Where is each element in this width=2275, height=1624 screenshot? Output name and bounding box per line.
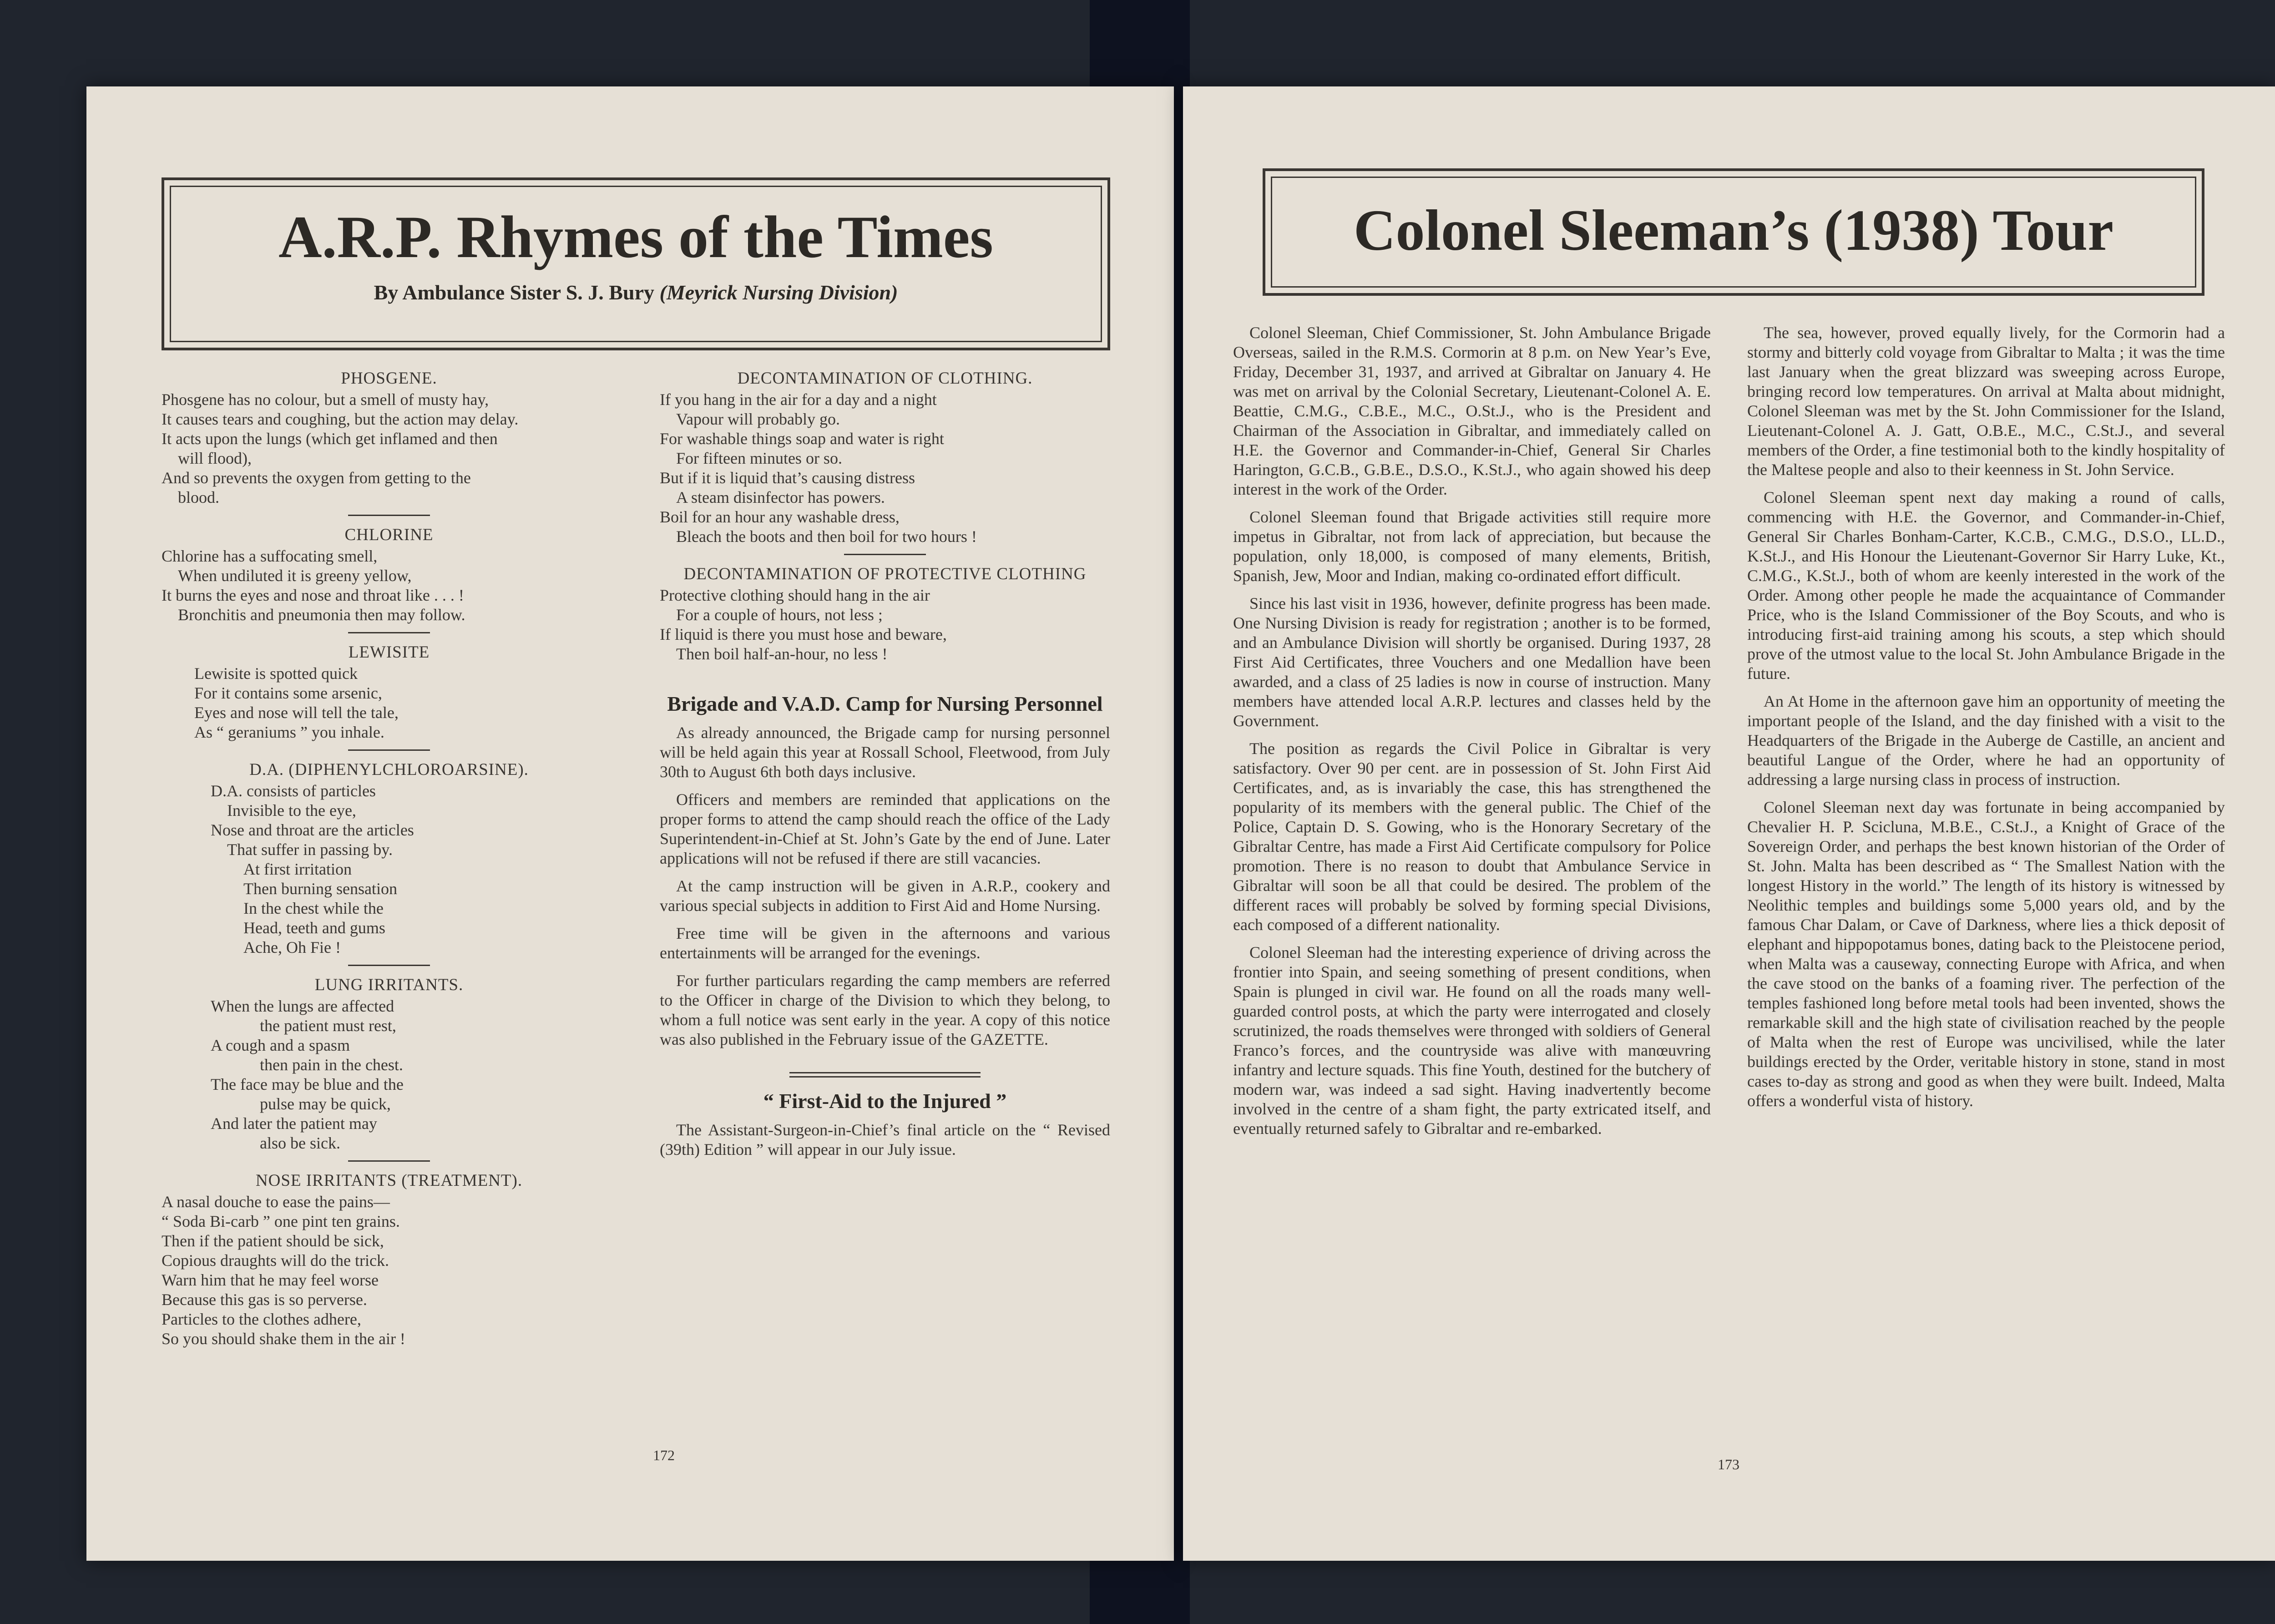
poem: [162, 525, 617, 625]
article-paragraph: Colonel Sleeman next day was fortunate in being accompanied by Chevalier H. P. Scicluna, M.B.E., C.St.J., a Knight of Grace of the Sovereign Order, and perhaps the best known historian of the Order of St. John. Malta has been described as “ The Smallest Nation with the longest History in the world.” The length of its history is witnessed by Neolithic temples and buildings some 5,000 years old, and by the famous Char Dalam, or Cave of Darkness, where lies a thick deposit of elephant and hippopotamus bones, dating back to the Pleistocene period, when Malta was a causeway, connecting Europe with Africa, and when the cave stood on the banks of a foaming river. The perfection of the temples fashioned long before metal tools had been invented, shows the remarkable skill and the high state of civilisation reached by the people of Malta when the rest of Europe was uncivilised, while the later buildings erected by the Order, veritable history in stone, stand in most cases to-day as strong and good as when they were built. Indeed, Malta offers a wonderful vista of history.: [1747, 798, 2225, 1110]
left-page-title: A.R.P. Rhymes of the Times: [278, 203, 993, 270]
poem-line: also be sick.: [260, 1134, 340, 1152]
byline-division: (Meyrick Nursing Division): [659, 281, 898, 304]
article-paragraph: Colonel Sleeman found that Brigade activities still require more impetus in Gibraltar, not from lack of appreciation, but because the population, only 18,000, is composed of many elements, British, Spanish, Jew, Moor and Indian, making co-ordinated effort difficult.: [1233, 508, 1711, 585]
poem-title: D.A. (DIPHENYLCHLOROARSINE).: [249, 760, 529, 779]
poem-title: NOSE IRRITANTS (TREATMENT).: [255, 1171, 523, 1190]
poem: [162, 643, 617, 742]
poem-line: At first irritation: [243, 860, 352, 878]
first-aid-heading: “ First-Aid to the Injured ”: [763, 1089, 1007, 1113]
left-column-1: [162, 369, 617, 1356]
poem-line: It burns the eyes and nose and throat like . . . !: [162, 586, 464, 604]
poem-line: then pain in the chest.: [260, 1056, 403, 1074]
poem-line: Vapour will probably go.: [676, 410, 840, 428]
left-title-box: [162, 177, 1110, 350]
poem-line: So you should shake them in the air !: [162, 1330, 405, 1348]
camp-paragraph: For further particulars regarding the camp members are referred to the Officer in charge of the Division to which they belong, to whom a full notice was sent early in the year. A copy of this notice was also published in the February issue of the GAZETTE.: [660, 971, 1110, 1048]
section-divider: [348, 632, 430, 633]
poem-line: In the chest while the: [243, 899, 384, 917]
left-page-byline: [164, 280, 1107, 304]
poem-line: A steam disinfector has powers.: [676, 488, 885, 506]
section-divider: [844, 554, 926, 555]
poem-line: Particles to the clothes adhere,: [162, 1310, 361, 1328]
camp-paragraph: Officers and members are reminded that applications on the proper forms to attend the camp should reach the office of the Lady Superintendent-in-Chief at St. John’s Gate by the end of June. Later applications will not be refused if there are still vacancies.: [660, 790, 1110, 867]
poem-line: Protective clothing should hang in the air: [660, 586, 930, 604]
left-column-2: [660, 369, 1110, 1168]
section-divider: [348, 515, 430, 516]
poem: [660, 369, 1110, 546]
poem-line: Chlorine has a suffocating smell,: [162, 547, 378, 565]
poem-line: “ Soda Bi-carb ” one pint ten grains.: [162, 1212, 400, 1230]
poem-line: the patient must rest,: [260, 1017, 396, 1035]
poem-title: LUNG IRRITANTS.: [314, 976, 464, 994]
poem-line: A nasal douche to ease the pains—: [162, 1193, 390, 1211]
right-column-1: [1233, 323, 1711, 1147]
poem-line: Then boil half-an-hour, no less !: [676, 645, 888, 663]
poem-line: As “ geraniums ” you inhale.: [194, 723, 384, 741]
camp-heading: Brigade and V.A.D. Camp for Nursing Personnel: [667, 692, 1103, 715]
poem: [162, 975, 617, 1153]
poem-line: For it contains some arsenic,: [194, 684, 382, 702]
poem-line: If you hang in the air for a day and a night: [660, 390, 937, 409]
poem-line: Bleach the boots and then boil for two hours !: [676, 527, 977, 546]
article-paragraph: An At Home in the afternoon gave him an opportunity of meeting the important people of the Island, and the day finished with a visit to the Headquarters of the Brigade in the Auberge de Castille, an ancient and beautiful Langue of the Order, where he had an opportunity of addressing a large nursing class in process of instruction.: [1747, 692, 2225, 789]
article-paragraph: The position as regards the Civil Police in Gibraltar is very satisfactory. Over 90 per cent. are in possession of St. John First Aid Certificates, and, as is invariably the case, this has strengthened the popularity of its members with the general public. The Chief of the Police, Captain D. S. Gowing, who is the Honorary Secretary of the Gibraltar Centre, has made a First Aid Certificate compulsory for Police promotion. There is no reason to doubt that Ambulance Service in Gibraltar will soon be all that could be desired. The problem of the different races will probably be solved by forming special Divisions, each composed of a different nationality.: [1233, 739, 1711, 934]
poem-title: LEWISITE: [348, 643, 430, 662]
poem-line: D.A. consists of particles: [211, 782, 376, 800]
poem-title: PHOSGENE.: [341, 369, 437, 388]
poem-line: That suffer in passing by.: [227, 840, 393, 859]
poem-line: When the lungs are affected: [211, 997, 394, 1015]
camp-paragraph: At the camp instruction will be given in A.R.P., cookery and various special subjects in addition to First Aid and Home Nursing.: [660, 877, 1110, 915]
camp-paragraph: As already announced, the Brigade camp for nursing personnel will be held again this year at Rossall School, Fleetwood, from July 30th to August 6th both days inclusive.: [660, 723, 1110, 781]
double-rule: [789, 1072, 981, 1078]
poem-line: When undiluted it is greeny yellow,: [178, 567, 412, 585]
article-paragraph: Since his last visit in 1936, however, definite progress has been made. One Nursing Division is ready for registration ; another is to be formed, and an Ambulance Division will shortly be organised. During 1937, 28 First Aid Certificates, three Vouchers and one Medallion have been awarded, and a class of 25 ladies is now in course of instruction. Many members have attended local A.R.P. lectures and classes held by the Government.: [1233, 594, 1711, 730]
section-divider: [348, 965, 430, 966]
poem-line: Because this gas is so perverse.: [162, 1290, 367, 1309]
first-aid-paragraph: The Assistant-Surgeon-in-Chief’s final article on the “ Revised (39th) Edition ” will appear in our July issue.: [660, 1121, 1110, 1159]
poem-line: will flood),: [178, 449, 252, 467]
poem-line: A cough and a spasm: [211, 1036, 350, 1054]
section-divider: [348, 1160, 430, 1162]
section-divider: [348, 749, 430, 751]
right-column-2: [1747, 323, 2225, 1119]
poem-line: The face may be blue and the: [211, 1075, 404, 1093]
poem-line: It causes tears and coughing, but the action may delay.: [162, 410, 519, 428]
article-paragraph: Colonel Sleeman had the interesting experience of driving across the frontier into Spain, and seeing something of present conditions, when Spain is plunged in civil war. He found on all the roads many well-guarded control posts, at which the party were interrogated and closely scrutinized, the roads themselves were thronged with soldiers of General Franco’s forces, and the countryside was alive with manœuvring infantry and lecture squads. This fine Youth, destined for the butchery of modern war, was indeed a sad sight. Having inadvertently become involved in the centre of a sham fight, the party extricated itself, and eventually returned safely to Gibraltar and re-embarked.: [1233, 943, 1711, 1138]
poem-line: pulse may be quick,: [260, 1095, 391, 1113]
poem-line: Phosgene has no colour, but a smell of musty hay,: [162, 390, 489, 409]
poem: [162, 1171, 617, 1349]
poem-line: Nose and throat are the articles: [211, 821, 414, 839]
right-page: [1183, 86, 2275, 1561]
page-number-left: 172: [653, 1447, 675, 1463]
article-paragraph: The sea, however, proved equally lively, for the Cormorin had a stormy and bitterly cold voyage from Gibraltar to Malta ; it was the time last January when the great blizzard was sweeping across Europe, bringing record low temperatures. On arrival at Malta about midnight, Colonel Sleeman was met by the St. John Commissioner for the Island, Lieutenant-Colonel A. J. Gatt, O.B.E., M.C., C.St.J., and several members of the Order, a fine testimonial both to the kindly hospitality of the Maltese people and also to their keenness in St. John Service.: [1747, 324, 2225, 479]
poem-line: And so prevents the oxygen from getting to the: [162, 469, 471, 487]
poem-line: Then burning sensation: [243, 880, 397, 898]
poem-line: Lewisite is spotted quick: [194, 664, 358, 683]
poem-line: And later the patient may: [211, 1114, 377, 1133]
poem-line: Warn him that he may feel worse: [162, 1271, 379, 1289]
poem-line: For fifteen minutes or so.: [676, 449, 842, 467]
poem-line: Invisible to the eye,: [227, 801, 356, 820]
poem-line: If liquid is there you must hose and beware,: [660, 625, 947, 643]
poem-line: Ache, Oh Fie !: [243, 938, 341, 956]
poem-title: DECONTAMINATION OF CLOTHING.: [737, 369, 1033, 388]
poem: [162, 369, 617, 507]
poem-line: It acts upon the lungs (which get inflamed and then: [162, 430, 498, 448]
poem: [162, 760, 617, 957]
camp-paragraph: Free time will be given in the afternoons and various entertainments will be arranged for the evenings.: [660, 924, 1110, 962]
article-paragraph: Colonel Sleeman spent next day making a round of calls, commencing with H.E. the Governor, and Commander-in-Chief, General Sir Charles Bonham-Carter, K.C.B., C.M.G., D.S.O., LL.D., K.St.J., and His Honour the Lieutenant-Governor Sir Harry Luke, Kt., C.M.G., K.St.J., both of whom are keenly interested in the work of the Order. Among other people he made the acquaintance of Commander Price, who is the Island Commissioner of the Boy Scouts, and who is introducing first-aid training among his scouts, a step which should prove of the utmost value to the local St. John Ambulance Brigade in the future.: [1747, 488, 2225, 683]
article-paragraph: Colonel Sleeman, Chief Commissioner, St. John Ambulance Brigade Overseas, sailed in the R.M.S. Cormorin at 8 p.m. on New Year’s Eve, Friday, December 31, 1937, and arrived at Gibraltar on January 4. He was met on arrival by the Colonial Secretary, Lieutenant-Colonel A. E. Beattie, C.M.G., C.B.E., M.C., O.St.J., who is the President and Chairman of the Association in Gibraltar, and immediately called on H.E. the Governor and Commander-in-Chief, General Sir Charles Harington, G.C.B., G.B.E., D.S.O., K.St.J., who again showed his deep interest in the work of the Order.: [1233, 324, 1711, 498]
poem-line: Then if the patient should be sick,: [162, 1232, 384, 1250]
right-page-title: Colonel Sleeman’s (1938) Tour: [1354, 198, 2113, 263]
left-page: [86, 86, 1174, 1561]
poem-title: CHLORINE: [344, 526, 434, 544]
poem-line: Head, teeth and gums: [243, 919, 385, 937]
poem-title: DECONTAMINATION OF PROTECTIVE CLOTHING: [683, 565, 1087, 583]
page-number-right: 173: [1718, 1456, 1739, 1472]
poem-line: Boil for an hour any washable dress,: [660, 508, 900, 526]
poem-line: But if it is liquid that’s causing distress: [660, 469, 915, 487]
poem-line: blood.: [178, 488, 220, 506]
poem-line: Bronchitis and pneumonia then may follow.: [178, 606, 465, 624]
poem-line: For a couple of hours, not less ;: [676, 606, 883, 624]
poem-line: For washable things soap and water is right: [660, 430, 944, 448]
byline-author: By Ambulance Sister S. J. Bury: [374, 281, 654, 304]
poem-line: Copious draughts will do the trick.: [162, 1251, 389, 1270]
right-title-box: [1263, 168, 2204, 296]
poem-line: Eyes and nose will tell the tale,: [194, 703, 399, 722]
poem: [660, 564, 1110, 664]
